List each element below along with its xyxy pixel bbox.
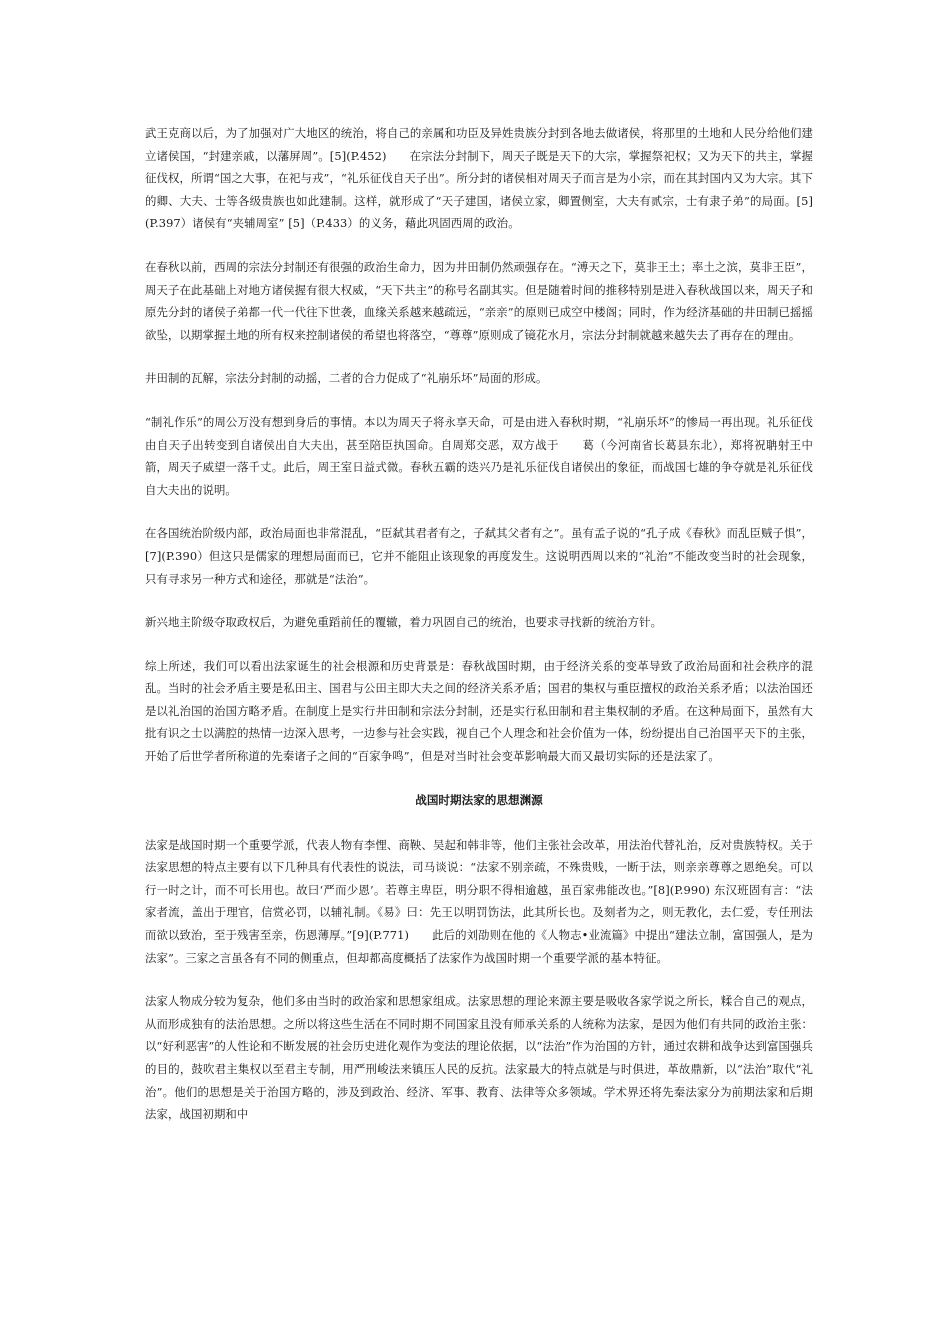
paragraph-4: “制礼作乐”的周公万没有想到身后的事情。本以为周天子将永享天命，可是由进入春秋时期，“礼崩乐坏”的惨局一再出现。礼乐征伐由自天子出转变到自诸侯出自大夫出，甚至陪臣执国命。自周郑交恶，双方战于 葛（今河南省长葛县东北），郑将祝聃射王中箭，周天子威望一落千丈。此后，周王室日益式微。春秋五霸的迭兴乃是礼乐征伐自诸侯出的象征，而战国七雄的争夺就是礼乐征伐自大夫出的说明。: [145, 414, 813, 497]
paragraph-3: 井田制的瓦解，宗法分封制的动摇，二者的合力促成了“礼崩乐坏”局面的形成。: [145, 371, 548, 386]
paragraph-6: 新兴地主阶级夺取政权后，为避免重蹈前任的覆辙，着力巩固自己的统治，也要求寻找新的统治方针。: [145, 615, 663, 630]
paragraph-5: 在各国统治阶级内部，政治局面也非常混乱，“臣弑其君者有之，子弑其父者有之”。虽有孟子说的“孔子成《春秋》而乱臣贼子惧”，[7](P.390）但这只是儒家的理想局面而已，它并不能阻止该现象的再度发生。这说明西周以来的“礼治”不能改变当时的社会现象，只有寻求另一种方式和途径，那就是“法治”。: [145, 526, 813, 586]
document-page: [145, 122, 813, 1147]
paragraph-8: 法家是战国时期一个重要学派，代表人物有李悝、商鞅、吴起和韩非等，他们主张社会改革，用法治代替礼治，反对贵族特权。关于法家思想的特点主要有以下几种具有代表性的说法，司马谈说：“法家不别亲疏，不殊贵贱，一断于法，则亲亲尊尊之恩绝矣。可以行一时之计，而不可长用也。故曰‘严而少恩’。若尊主卑臣，明分职不得相逾越，虽百家弗能改也。”[8](P.990) 东汉班固有言：“法家者流，盖出于理官，信赏必罚，以辅礼制。《易》曰：先王以明罚饬法，此其所长也。及刻者为之，则无教化，去仁爱，专任刑法而欲以致治，至于残害至亲，伤恩薄厚。”[9](P.771) 此后的刘劭则在他的《人物志•业流篇》中提出“建法立制，富国强人，是为法家”。三家之言虽各有不同的侧重点，但却都高度概括了法家作为战国时期一个重要学派的基本特征。: [145, 837, 813, 965]
paragraph-2: 在春秋以前，西周的宗法分封制还有很强的政治生命力，因为井田制仍然顽强存在。“溥天之下，莫非王土；率土之滨，莫非王臣”，周天子在此基础上对地方诸侯握有很大权威，“天下共主”的称号名副其实。但是随着时间的推移特别是进入春秋战国以来，周天子和原先分封的诸侯子弟都一代一代往下世袭，血缘关系越来越疏远，“亲亲”的原则已成空中楼阁；同时，作为经济基础的井田制已摇摇欲坠，以期掌握土地的所有权来控制诸侯的希望也将落空，“尊尊”原则成了镜花水月，宗法分封制就越来越失去了再存在的理由。: [145, 259, 813, 342]
paragraph-9: 法家人物成分较为复杂，他们多由当时的政治家和思想家组成。法家思想的理论来源主要是吸收各家学说之所长，糅合自己的观点，从而形成独有的法治思想。之所以将这些生活在不同时期不同国家且没有师承关系的人统称为法家，是因为他们有共同的政治主张：以“好利恶害”的人性论和不断发展的社会历史进化观作为变法的理论依据，以“法治”作为治国的方针，通过农耕和战争达到富国强兵的目的，鼓吹君主集权以至君主专制，用严刑峻法来镇压人民的反抗。法家最大的特点就是与时俱进，革故鼎新，以“法治”取代“礼治”。他们的思想是关于治国方略的，涉及到政治、经济、军事、教育、法律等众多领域。学术界还将先秦法家分为前期法家和后期法家，战国初期和中: [145, 994, 813, 1122]
section-heading: 战国时期法家的思想渊源: [415, 792, 543, 807]
paragraph-7: 综上所述，我们可以看出法家诞生的社会根源和历史背景是：春秋战国时期，由于经济关系的变革导致了政治局面和社会秩序的混乱。当时的社会矛盾主要是私田主、国君与公田主即大夫之间的经济关系矛盾；国君的集权与重臣擅权的政治关系矛盾；以法治国还是以礼治国的治国方略矛盾。在制度上是实行井田制和宗法分封制，还是实行私田制和君主集权制的矛盾。在这种局面下，虽然有大批有识之士以满腔的热情一边深入思考，一边参与社会实践，视自己个人理念和社会价值为一体，纷纷提出自己治国平天下的主张，开始了后世学者所称道的先秦诸子之间的“百家争鸣”，但是对当时社会变革影响最大而又最切实际的还是法家了。: [145, 658, 813, 764]
paragraph-1: 武王克商以后，为了加强对广大地区的统治，将自己的亲属和功臣及异姓贵族分封到各地去做诸侯，将那里的土地和人民分给他们建立诸侯国，“封建亲戚，以藩屏周”。[5](P.452) 在宗法分封制下，周天子既是天下的大宗，掌握祭祀权；又为天下的共主，掌握征伐权，所谓“国之大事，在祀与戎”，“礼乐征伐自天子出”。所分封的诸侯相对周天子而言是为小宗，而在其封国内又为大宗。其下的卿、大夫、士等各级贵族也如此建制。这样，就形成了“天子建国，诸侯立家，卿置侧室，大夫有贰宗，士有隶子弟”的局面。[5](P.397）诸侯有“夹辅周室” [5]（P.433）的义务，藉此巩固西周的政治。: [145, 126, 813, 231]
